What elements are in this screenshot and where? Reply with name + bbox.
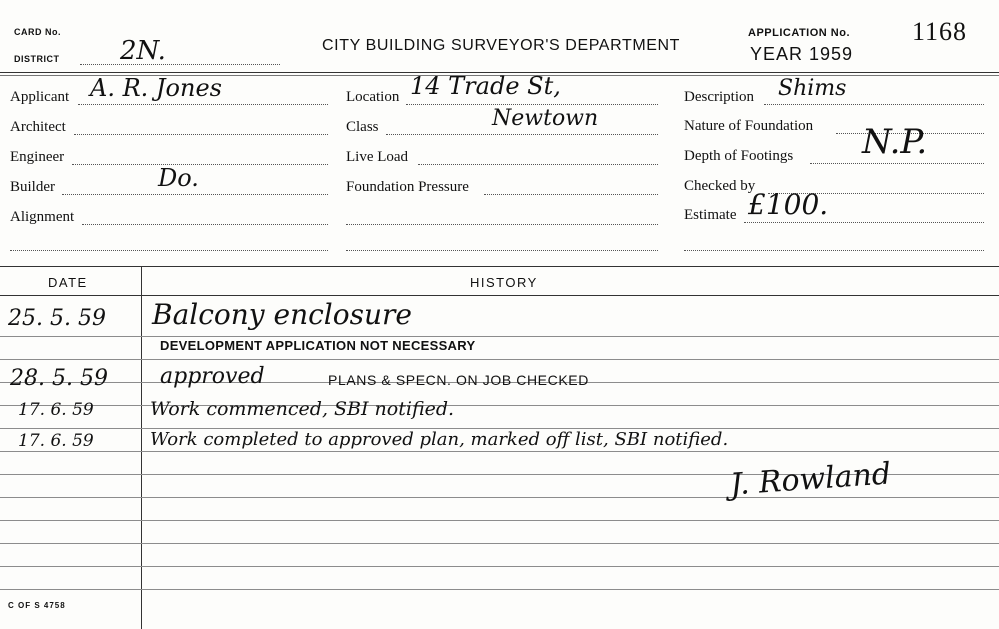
architect-line: [74, 134, 328, 135]
architect-label: Architect: [10, 119, 66, 135]
right-extra-line: [684, 250, 984, 251]
builder-value: Do.: [158, 164, 199, 192]
ruled-line: [0, 520, 999, 521]
middle-extra-line-2: [346, 250, 658, 251]
engineer-label: Engineer: [10, 149, 65, 165]
class-value: Newtown: [492, 106, 599, 131]
application-number: 1168: [912, 17, 968, 46]
date-column-header: DATE: [48, 275, 88, 290]
builder-label: Builder: [10, 179, 55, 195]
department-title: CITY BUILDING SURVEYOR'S DEPARTMENT: [322, 37, 681, 54]
history-date: 28. 5. 59: [10, 366, 108, 391]
foundation-pressure-label: Foundation Pressure: [346, 179, 469, 195]
left-extra-line: [10, 250, 328, 251]
description-line: [764, 104, 984, 105]
alignment-label: Alignment: [10, 209, 75, 225]
signature: J. Rowland: [728, 456, 893, 503]
depth-label: Depth of Footings: [684, 148, 794, 164]
application-label: APPLICATION No.: [748, 27, 851, 39]
location-value: 14 Trade St,: [410, 72, 561, 100]
applicant-label: Applicant: [10, 89, 70, 105]
year-label: YEAR 1959: [750, 44, 854, 64]
description-value: Shims: [778, 76, 847, 101]
depth-value: N.P.: [862, 122, 928, 162]
ruled-line: [0, 497, 999, 498]
location-line: [406, 104, 658, 105]
estimate-value: £100.: [748, 188, 829, 221]
checked-label: Checked by: [684, 178, 756, 194]
class-line: [386, 134, 658, 135]
history-entry: Work completed to approved plan, marked off list, SBI notified.: [150, 429, 729, 450]
class-label: Class: [346, 119, 379, 135]
history-date: 25. 5. 59: [8, 306, 106, 331]
history-stamp: PLANS & SPECN. ON JOB CHECKED: [328, 372, 589, 388]
district-value: 2N.: [120, 36, 166, 66]
history-entry: Balcony enclosure: [152, 298, 412, 331]
alignment-line: [82, 224, 328, 225]
district-label: DISTRICT: [14, 54, 60, 64]
card-no-label: CARD No.: [14, 27, 61, 37]
date-column-divider: [141, 266, 142, 629]
nature-label: Nature of Foundation: [684, 118, 814, 134]
ruled-line: [0, 451, 999, 452]
engineer-line: [72, 164, 328, 165]
ruled-line: [0, 359, 999, 360]
applicant-value: A. R. Jones: [90, 74, 222, 102]
estimate-line: [744, 222, 984, 223]
history-stamp: DEVELOPMENT APPLICATION NOT NECESSARY: [160, 338, 476, 353]
live-load-line: [418, 164, 658, 165]
description-label: Description: [684, 89, 754, 105]
applicant-line: [78, 104, 328, 105]
history-date: 17. 6. 59: [18, 431, 94, 451]
ruled-line: [0, 589, 999, 590]
ruled-line: [0, 566, 999, 567]
ruled-line: [0, 336, 999, 337]
history-entry: approved: [160, 364, 265, 389]
depth-line: [810, 163, 984, 164]
builder-line: [62, 194, 328, 195]
location-label: Location: [346, 89, 400, 105]
history-entry: Work commenced, SBI notified.: [150, 398, 455, 420]
history-date: 17. 6. 59: [18, 400, 94, 420]
form-code: C OF S 4758: [8, 601, 66, 610]
table-top-border: [0, 266, 999, 267]
history-column-header: HISTORY: [470, 275, 538, 290]
middle-extra-line-1: [346, 224, 658, 225]
estimate-label: Estimate: [684, 207, 737, 223]
district-line: [80, 64, 280, 65]
ruled-line: [0, 543, 999, 544]
live-load-label: Live Load: [346, 149, 409, 165]
foundation-pressure-line: [484, 194, 658, 195]
table-header-divider: [0, 295, 999, 296]
